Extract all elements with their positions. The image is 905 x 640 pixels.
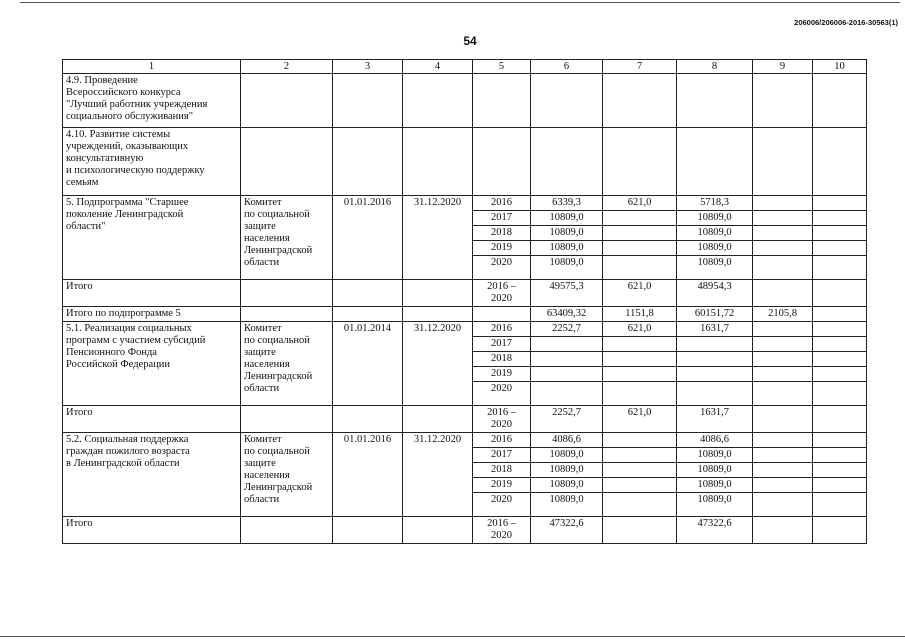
year: 2018 <box>473 226 531 241</box>
empty-cell <box>813 337 867 352</box>
federal <box>603 448 677 463</box>
total: 10809,0 <box>531 478 603 493</box>
empty-cell <box>813 493 867 517</box>
empty-cell <box>813 280 867 307</box>
regional: 1631,7 <box>677 406 753 433</box>
empty-cell <box>403 406 473 433</box>
empty-cell <box>403 280 473 307</box>
federal <box>603 493 677 517</box>
federal <box>603 463 677 478</box>
total: 4086,6 <box>531 433 603 448</box>
page-number: 54 <box>463 34 477 48</box>
total: 2252,7 <box>531 406 603 433</box>
empty-cell <box>813 241 867 256</box>
activity-name: 5.2. Социальная поддержка граждан пожилого возраста в Ленинградской области <box>63 433 241 517</box>
empty-cell <box>813 226 867 241</box>
regional <box>677 367 753 382</box>
empty-cell <box>531 128 603 196</box>
empty-cell <box>333 307 403 322</box>
federal <box>603 256 677 280</box>
start-date: 01.01.2014 <box>333 322 403 406</box>
federal <box>603 211 677 226</box>
regional <box>677 382 753 406</box>
federal: 1151,8 <box>603 307 677 322</box>
empty-cell <box>813 517 867 544</box>
federal: 621,0 <box>603 196 677 211</box>
empty-cell <box>333 74 403 128</box>
empty-cell <box>813 478 867 493</box>
empty-cell <box>813 406 867 433</box>
header-cell: 8 <box>677 60 753 74</box>
empty-cell <box>753 74 813 128</box>
total: 10809,0 <box>531 256 603 280</box>
empty-cell <box>813 463 867 478</box>
year-range: 2016 – 2020 <box>473 406 531 433</box>
year: 2019 <box>473 367 531 382</box>
total: 10809,0 <box>531 226 603 241</box>
header-cell: 1 <box>63 60 241 74</box>
regional: 1631,7 <box>677 322 753 337</box>
table-row-itogo <box>63 406 867 433</box>
empty-cell <box>753 367 813 382</box>
empty-cell <box>403 307 473 322</box>
total: 47322,6 <box>531 517 603 544</box>
empty-cell <box>603 128 677 196</box>
regional: 10809,0 <box>677 463 753 478</box>
empty-cell <box>403 517 473 544</box>
empty-cell <box>753 337 813 352</box>
empty-cell <box>753 226 813 241</box>
empty-cell <box>241 74 333 128</box>
empty-cell <box>753 463 813 478</box>
empty-cell <box>753 280 813 307</box>
header-cell: 7 <box>603 60 677 74</box>
empty-cell <box>753 196 813 211</box>
executor: Комитет по социальной защите населения Ленинградской области <box>241 196 333 280</box>
total <box>531 382 603 406</box>
federal <box>603 517 677 544</box>
total: 2252,7 <box>531 322 603 337</box>
empty-cell <box>813 433 867 448</box>
federal <box>603 478 677 493</box>
activity-name: 4.10. Развитие системы учреждений, оказывающих консультативную и психологическую поддержку семьям <box>63 128 241 196</box>
year: 2020 <box>473 256 531 280</box>
empty-cell <box>813 128 867 196</box>
header-cell: 6 <box>531 60 603 74</box>
total: 10809,0 <box>531 211 603 226</box>
empty-cell <box>753 448 813 463</box>
total: 6339,3 <box>531 196 603 211</box>
federal <box>603 337 677 352</box>
empty-cell <box>753 433 813 448</box>
regional: 48954,3 <box>677 280 753 307</box>
header-cell: 9 <box>753 60 813 74</box>
empty-cell <box>753 382 813 406</box>
federal <box>603 367 677 382</box>
itogo-label: Итого <box>63 406 241 433</box>
empty-cell <box>813 322 867 337</box>
empty-cell <box>473 74 531 128</box>
table-row-5-1-year <box>63 322 867 337</box>
regional <box>677 337 753 352</box>
itogo-label: Итого <box>63 517 241 544</box>
table-row-4-10 <box>63 128 867 196</box>
empty-cell <box>813 307 867 322</box>
empty-cell <box>403 128 473 196</box>
year: 2016 <box>473 433 531 448</box>
empty-cell <box>753 517 813 544</box>
empty-cell <box>241 406 333 433</box>
federal <box>603 382 677 406</box>
regional: 5718,3 <box>677 196 753 211</box>
regional: 10809,0 <box>677 226 753 241</box>
end-date: 31.12.2020 <box>403 433 473 517</box>
executor: Комитет по социальной защите населения Ленинградской области <box>241 433 333 517</box>
start-date: 01.01.2016 <box>333 196 403 280</box>
executor: Комитет по социальной защите населения Ленинградской области <box>241 322 333 406</box>
bottom-rule <box>0 636 905 637</box>
federal <box>603 241 677 256</box>
empty-cell <box>753 256 813 280</box>
total: 10809,0 <box>531 493 603 517</box>
start-date: 01.01.2016 <box>333 433 403 517</box>
empty-cell <box>241 280 333 307</box>
empty-cell <box>753 211 813 226</box>
empty-cell <box>753 478 813 493</box>
empty-cell <box>813 448 867 463</box>
regional: 10809,0 <box>677 241 753 256</box>
empty-cell <box>603 74 677 128</box>
empty-cell <box>813 211 867 226</box>
itogo-label: Итого <box>63 280 241 307</box>
header-cell: 2 <box>241 60 333 74</box>
year: 2019 <box>473 241 531 256</box>
empty-cell <box>333 517 403 544</box>
activity-name: 5. Подпрограмма "Старшее поколение Ленинградской области" <box>63 196 241 280</box>
end-date: 31.12.2020 <box>403 322 473 406</box>
empty-cell <box>531 74 603 128</box>
regional: 10809,0 <box>677 493 753 517</box>
regional: 4086,6 <box>677 433 753 448</box>
regional: 47322,6 <box>677 517 753 544</box>
header-row <box>63 60 867 74</box>
federal: 621,0 <box>603 406 677 433</box>
empty-cell <box>473 307 531 322</box>
empty-cell <box>813 256 867 280</box>
header-cell: 3 <box>333 60 403 74</box>
total: 49575,3 <box>531 280 603 307</box>
table-row-itogo <box>63 280 867 307</box>
empty-cell <box>241 307 333 322</box>
empty-cell <box>813 352 867 367</box>
regional: 10809,0 <box>677 256 753 280</box>
federal <box>603 433 677 448</box>
regional: 10809,0 <box>677 211 753 226</box>
regional: 10809,0 <box>677 448 753 463</box>
activity-name: 5.1. Реализация социальных программ с участием субсидий Пенсионного Фонда Российской Федерации <box>63 322 241 406</box>
empty-cell <box>677 74 753 128</box>
end-date: 31.12.2020 <box>403 196 473 280</box>
empty-cell <box>753 128 813 196</box>
federal: 621,0 <box>603 322 677 337</box>
year-range: 2016 – 2020 <box>473 280 531 307</box>
total: 10809,0 <box>531 448 603 463</box>
empty-cell <box>677 128 753 196</box>
table-row-4-9 <box>63 74 867 128</box>
total: 10809,0 <box>531 463 603 478</box>
total <box>531 352 603 367</box>
total: 10809,0 <box>531 241 603 256</box>
empty-cell <box>241 128 333 196</box>
federal <box>603 226 677 241</box>
year: 2017 <box>473 337 531 352</box>
year: 2016 <box>473 322 531 337</box>
empty-cell <box>813 74 867 128</box>
header-cell: 10 <box>813 60 867 74</box>
other-sources: 2105,8 <box>753 307 813 322</box>
year: 2017 <box>473 448 531 463</box>
federal <box>603 352 677 367</box>
budget-table <box>62 59 867 544</box>
empty-cell <box>753 352 813 367</box>
empty-cell <box>753 241 813 256</box>
activity-name: 4.9. Проведение Всероссийского конкурса "Лучший работник учреждения социального обслуживания" <box>63 74 241 128</box>
year: 2016 <box>473 196 531 211</box>
header-cell: 5 <box>473 60 531 74</box>
empty-cell <box>753 322 813 337</box>
year: 2020 <box>473 493 531 517</box>
total: 63409,32 <box>531 307 603 322</box>
total <box>531 367 603 382</box>
empty-cell <box>813 367 867 382</box>
regional <box>677 352 753 367</box>
year: 2018 <box>473 352 531 367</box>
empty-cell <box>333 128 403 196</box>
empty-cell <box>333 406 403 433</box>
document-id: 206006/206006-2016-30563(1) <box>794 18 898 27</box>
header-cell: 4 <box>403 60 473 74</box>
regional: 60151,72 <box>677 307 753 322</box>
regional: 10809,0 <box>677 478 753 493</box>
itogo-subprogram-label: Итого по подпрограмме 5 <box>63 307 241 322</box>
table-row-itogo <box>63 517 867 544</box>
total <box>531 337 603 352</box>
table-row-itogo-subprogram <box>63 307 867 322</box>
empty-cell <box>241 517 333 544</box>
table-row-5-2-year <box>63 433 867 448</box>
year-range: 2016 – 2020 <box>473 517 531 544</box>
year: 2020 <box>473 382 531 406</box>
empty-cell <box>813 196 867 211</box>
empty-cell <box>753 493 813 517</box>
year: 2018 <box>473 463 531 478</box>
year: 2019 <box>473 478 531 493</box>
empty-cell <box>403 74 473 128</box>
empty-cell <box>473 128 531 196</box>
empty-cell <box>813 382 867 406</box>
empty-cell <box>333 280 403 307</box>
empty-cell <box>753 406 813 433</box>
top-rule <box>20 2 900 3</box>
table-row-5-year <box>63 196 867 211</box>
federal: 621,0 <box>603 280 677 307</box>
year: 2017 <box>473 211 531 226</box>
